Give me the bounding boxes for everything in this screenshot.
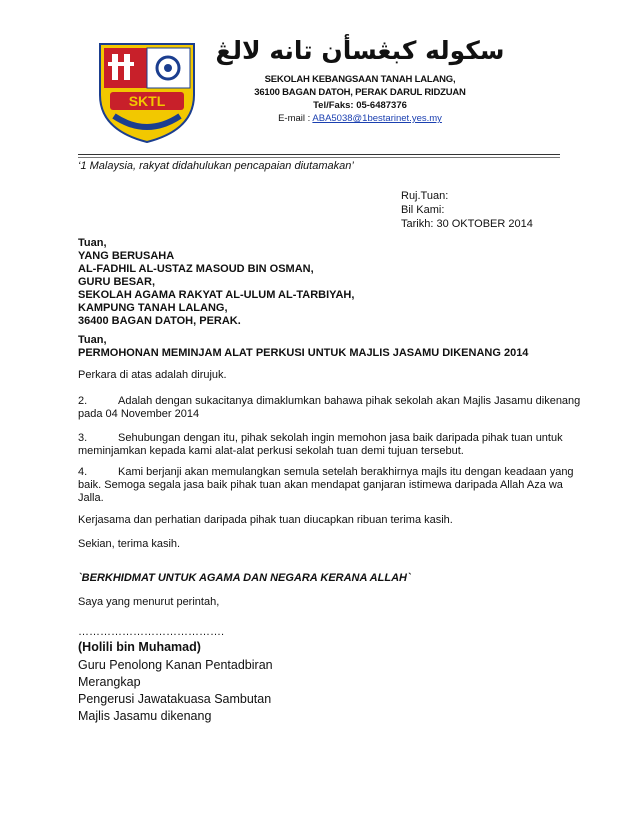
paragraph-5: Kerjasama dan perhatian daripada pihak tuan diucapkan ribuan terima kasih.	[78, 514, 453, 526]
paragraph-2-line-1	[78, 395, 580, 408]
paragraph-3-line-2: meminjamkan kepada kami alat-alat perkusi sekolah tuan demi tujuan tersebut.	[78, 445, 464, 457]
signature-dots: ………………………………….	[78, 626, 225, 638]
national-motto: ‘1 Malaysia, rakyat didahulukan pencapaian diutamakan’	[78, 160, 354, 172]
paragraph-number: 4.	[78, 466, 88, 478]
subject-line: PERMOHONAN MEMINJAM ALAT PERKUSI UNTUK MAJLIS JASAMU DIKENANG 2014	[78, 347, 529, 359]
paragraph-3-line-1	[78, 432, 563, 445]
paragraph-text: Adalah dengan sukacitanya dimaklumkan bahawa pihak sekolah akan Majlis Jasamu dikenang	[118, 395, 581, 407]
closing-line: Saya yang menurut perintah,	[78, 596, 220, 608]
recipient-line: YANG BERUSAHA	[78, 250, 175, 262]
logo-text: SKTL	[128, 93, 166, 109]
paragraph-6: Sekian, terima kasih.	[78, 538, 181, 550]
email-link[interactable]: ABA5038@1bestarinet.yes.my	[312, 113, 442, 124]
paragraph-4-line-3: Jalla.	[78, 492, 104, 504]
header-divider-thin	[78, 157, 560, 158]
recipient-line: Tuan,	[78, 237, 107, 249]
header-divider	[78, 154, 560, 155]
school-address: 36100 BAGAN DATOH, PERAK DARUL RIDZUAN	[254, 87, 466, 98]
ref-ruj-tuan: Ruj.Tuan:	[401, 190, 449, 202]
paragraph-2-line-2: pada 04 November 2014	[78, 408, 200, 420]
email-label: E-mail :	[278, 113, 311, 124]
ref-tarikh: Tarikh: 30 OKTOBER 2014	[401, 218, 533, 230]
paragraph-number: 2.	[78, 395, 88, 407]
school-name: SEKOLAH KEBANGSAAN TANAH LALANG,	[264, 74, 456, 85]
signatory-title: Pengerusi Jawatakuasa Sambutan	[78, 692, 272, 706]
recipient-line: AL-FADHIL AL-USTAZ MASOUD BIN OSMAN,	[78, 263, 314, 275]
closing-motto: `BERKHIDMAT UNTUK AGAMA DAN NEGARA KERANA ALLAH`	[78, 572, 411, 584]
recipient-line: 36400 BAGAN DATOH, PERAK.	[78, 315, 241, 327]
paragraph-1: Perkara di atas adalah dirujuk.	[78, 369, 227, 381]
recipient-line: KAMPUNG TANAH LALANG,	[78, 302, 228, 314]
school-email-line	[160, 113, 560, 124]
signatory-title: Merangkap	[78, 675, 141, 689]
paragraph-4-line-2: baik. Semoga segala jasa baik pihak tuan akan mendapat ganjaran istimewa daripada Allah Aza wa	[78, 479, 563, 491]
signatory-name: (Holili bin Muhamad)	[78, 640, 201, 654]
school-telfax: Tel/Faks: 05-6487376	[313, 100, 407, 111]
paragraph-4-line-1	[78, 466, 574, 479]
paragraph-text: Sehubungan dengan itu, pihak sekolah ingin memohon jasa baik daripada pihak tuan untuk	[118, 432, 563, 444]
paragraph-number: 3.	[78, 432, 88, 444]
ref-bil-kami: Bil Kami:	[401, 204, 445, 216]
recipient-line: SEKOLAH AGAMA RAKYAT AL-ULUM AL-TARBIYAH,	[78, 289, 355, 301]
salutation: Tuan,	[78, 334, 107, 346]
recipient-line: GURU BESAR,	[78, 276, 156, 288]
school-name-jawi: سکوله کبڠسأن تانه لالڠ	[215, 36, 505, 65]
signatory-title: Majlis Jasamu dikenang	[78, 709, 212, 723]
signatory-title: Guru Penolong Kanan Pentadbiran	[78, 658, 273, 672]
paragraph-text: Kami berjanji akan memulangkan semula setelah berakhirnya majls itu dengan keadaan yang	[118, 466, 574, 478]
